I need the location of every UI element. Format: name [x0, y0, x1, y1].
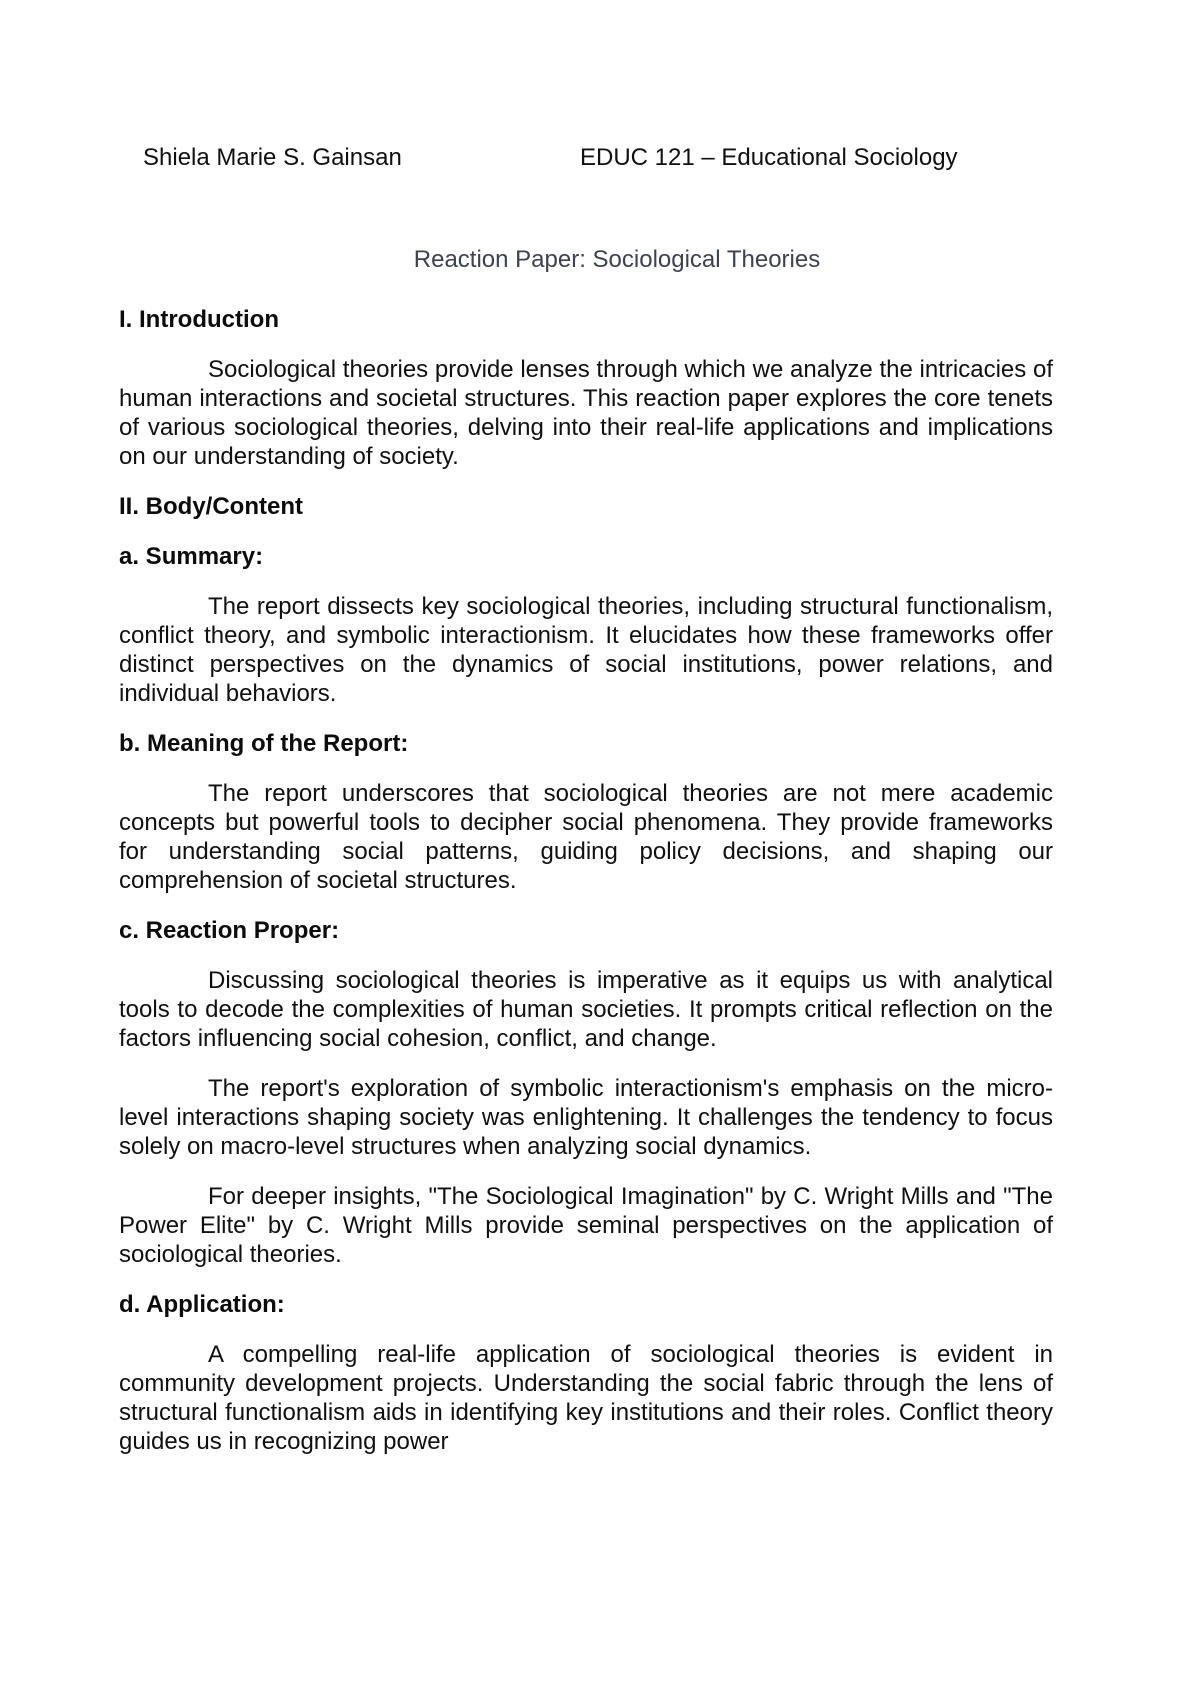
application-paragraph: A compelling real-life application of sociological theories is evident in community development projects. Understanding the social fabric through the lens of structural functionalism aids in identifying key institutions and their roles. Conflict theory guides us in recognizing power: [119, 1341, 1053, 1455]
reaction-paragraph-2: The report's exploration of symbolic interactionism's emphasis on the micro-level interactions shaping society was enlightening. It challenges the tendency to focus solely on macro-level structures when analyzing social dynamics.: [119, 1075, 1053, 1160]
section-heading-introduction: I. Introduction: [119, 306, 279, 333]
reaction-paragraph-1: Discussing sociological theories is imperative as it equips us with analytical tools to decode the complexities of human societies. It prompts critical reflection on the factors influencing social cohesion, conflict, and change.: [119, 967, 1053, 1052]
course-title: EDUC 121 – Educational Sociology: [580, 144, 958, 171]
subsection-heading-application: d. Application:: [119, 1291, 285, 1318]
summary-paragraph: The report dissects key sociological theories, including structural functionalism, conflict theory, and symbolic interactionism. It elucidates how these frameworks offer distinct perspectives on the dynamics of social institutions, power relations, and individual behaviors.: [119, 593, 1053, 707]
reaction-paragraph-3: For deeper insights, "The Sociological Imagination" by C. Wright Mills and "The Power Elite" by C. Wright Mills provide seminal perspectives on the application of sociological theories.: [119, 1183, 1053, 1268]
subsection-heading-reaction-proper: c. Reaction Proper:: [119, 917, 340, 944]
student-name: Shiela Marie S. Gainsan: [143, 144, 402, 171]
subsection-heading-meaning-of-report: b. Meaning of the Report:: [119, 730, 409, 757]
meaning-paragraph: The report underscores that sociological theories are not mere academic concepts but powerful tools to decipher social phenomena. They provide frameworks for understanding social patterns, guiding policy decisions, and shaping our comprehension of societal structures.: [119, 780, 1053, 894]
document-header: [119, 143, 1053, 172]
paper-title: Reaction Paper: Sociological Theories: [413, 246, 821, 273]
section-heading-body-content: II. Body/Content: [119, 493, 303, 520]
subsection-heading-summary: a. Summary:: [119, 543, 264, 570]
introduction-paragraph: Sociological theories provide lenses through which we analyze the intricacies of human interactions and societal structures. This reaction paper explores the core tenets of various sociological theories, delving into their real-life applications and implications on our understanding of society.: [119, 356, 1053, 470]
